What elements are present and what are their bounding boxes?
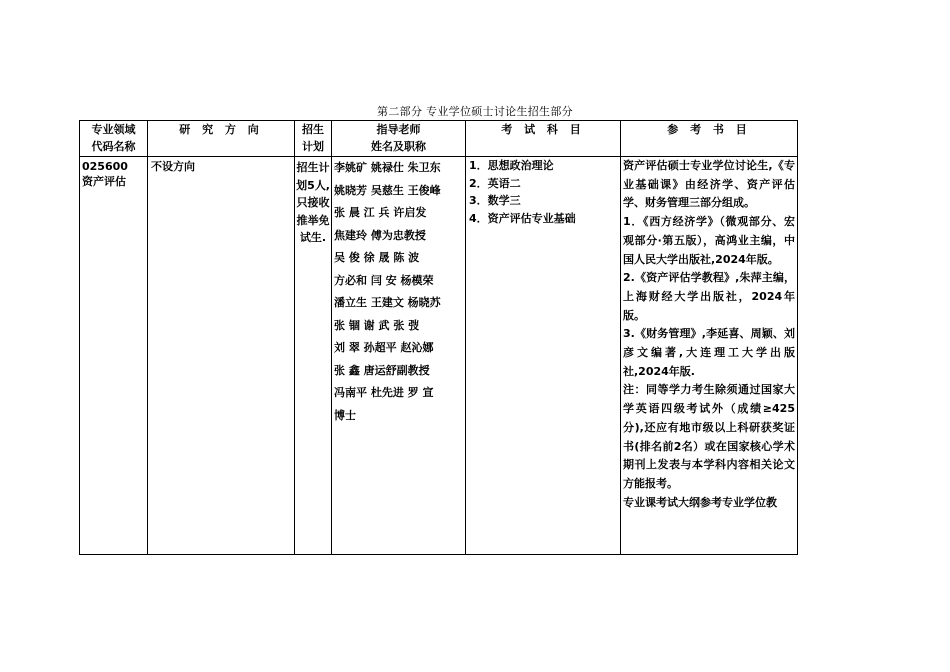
advisor-line: 张 晨 江 兵 许启发 <box>334 206 427 219</box>
advisor-line: 潘立生 王建文 杨晓苏 <box>334 296 441 309</box>
header-references: 参 考 书 目 <box>621 121 798 157</box>
reference-paragraph: 3.《财务管理》,李延喜、周颖、刘彦文编著,大连理工大学出版社,2024年版. <box>623 327 795 378</box>
advisor-line: 姚晓芳 吴慈生 王俊峰 <box>334 183 441 197</box>
advisor-line: 方必和 闫 安 杨模荣 <box>334 273 434 287</box>
plan-cell: 招生计划5人,只接收推举免试生. <box>295 157 332 555</box>
advisor-line: 冯南平 杜先进 罗 宣 <box>334 386 434 399</box>
subject-item: 1．思想政治理论 <box>469 159 554 172</box>
field-name: 资产评估 <box>82 175 126 188</box>
advisor-line: 刘 翠 孙超平 赵沁娜 <box>334 341 434 354</box>
reference-paragraph: 1．《西方经济学》（微观部分、宏观部分·第五版），高鸿业主编，中国人民大学出版社,2024年版。 <box>623 215 795 266</box>
references-cell <box>621 157 798 555</box>
enrollment-table <box>79 120 798 555</box>
page-title: 第二部分 专业学位硕士讨论生招生部分 <box>377 105 573 118</box>
subject-item: 4．资产评估专业基础 <box>469 211 576 225</box>
direction-cell: 不设方向 <box>148 157 295 555</box>
subject-item: 2．英语二 <box>469 176 521 190</box>
header-direction: 研 究 方 向 <box>148 121 295 157</box>
field-code: 025600 <box>82 160 128 173</box>
advisor-line: 吴 俊 徐 晟 陈 波 <box>334 251 420 264</box>
header-field-line-1: 专业领域 <box>91 123 136 136</box>
advisor-cell <box>332 157 466 555</box>
subject-item: 3．数学三 <box>469 194 521 207</box>
advisor-line: 张 鑫 唐运舒副教授 <box>334 363 430 377</box>
table-header-row <box>80 121 798 157</box>
advisor-line: 博士 <box>334 408 356 422</box>
advisor-line: 张 锢 谢 武 张 弢 <box>334 318 420 332</box>
header-advisor <box>332 121 466 157</box>
reference-paragraph: 2.《资产评估学教程》,朱萍主编，上海财经大学出版社，2024年版。 <box>623 271 795 322</box>
header-field <box>80 121 148 157</box>
reference-paragraph: 专业课考试大纲参考专业学位教 <box>623 495 777 509</box>
subjects-cell <box>466 157 621 555</box>
header-plan-line-1: 招生 <box>302 123 324 136</box>
header-plan-line-2: 计划 <box>302 140 324 153</box>
table-row <box>80 157 798 555</box>
reference-paragraph: 注：同等学力考生除须通过国家大学英语四级考试外（成绩≥425分),还应有地市级以上科研获奖证书(排名前2名）或在国家核心学术期刊上发表与本学科内容相关论文方能报考。 <box>623 383 795 490</box>
field-code-cell <box>80 157 148 555</box>
header-subjects: 考 试 科 目 <box>466 121 621 157</box>
header-advisor-line-2: 姓名及职称 <box>371 140 426 153</box>
advisor-line: 李姚矿 姚禄仕 朱卫东 <box>334 161 441 174</box>
reference-paragraph: 资产评估硕士专业学位讨论生,《专业基础课》由经济学、资产评估学、财务管理三部分组成。 <box>623 159 795 210</box>
header-advisor-line-1: 指导老师 <box>376 123 421 136</box>
header-field-line-2: 代码名称 <box>91 140 136 153</box>
header-plan <box>295 121 332 157</box>
advisor-line: 焦建玲 傅为忠教授 <box>334 228 426 242</box>
